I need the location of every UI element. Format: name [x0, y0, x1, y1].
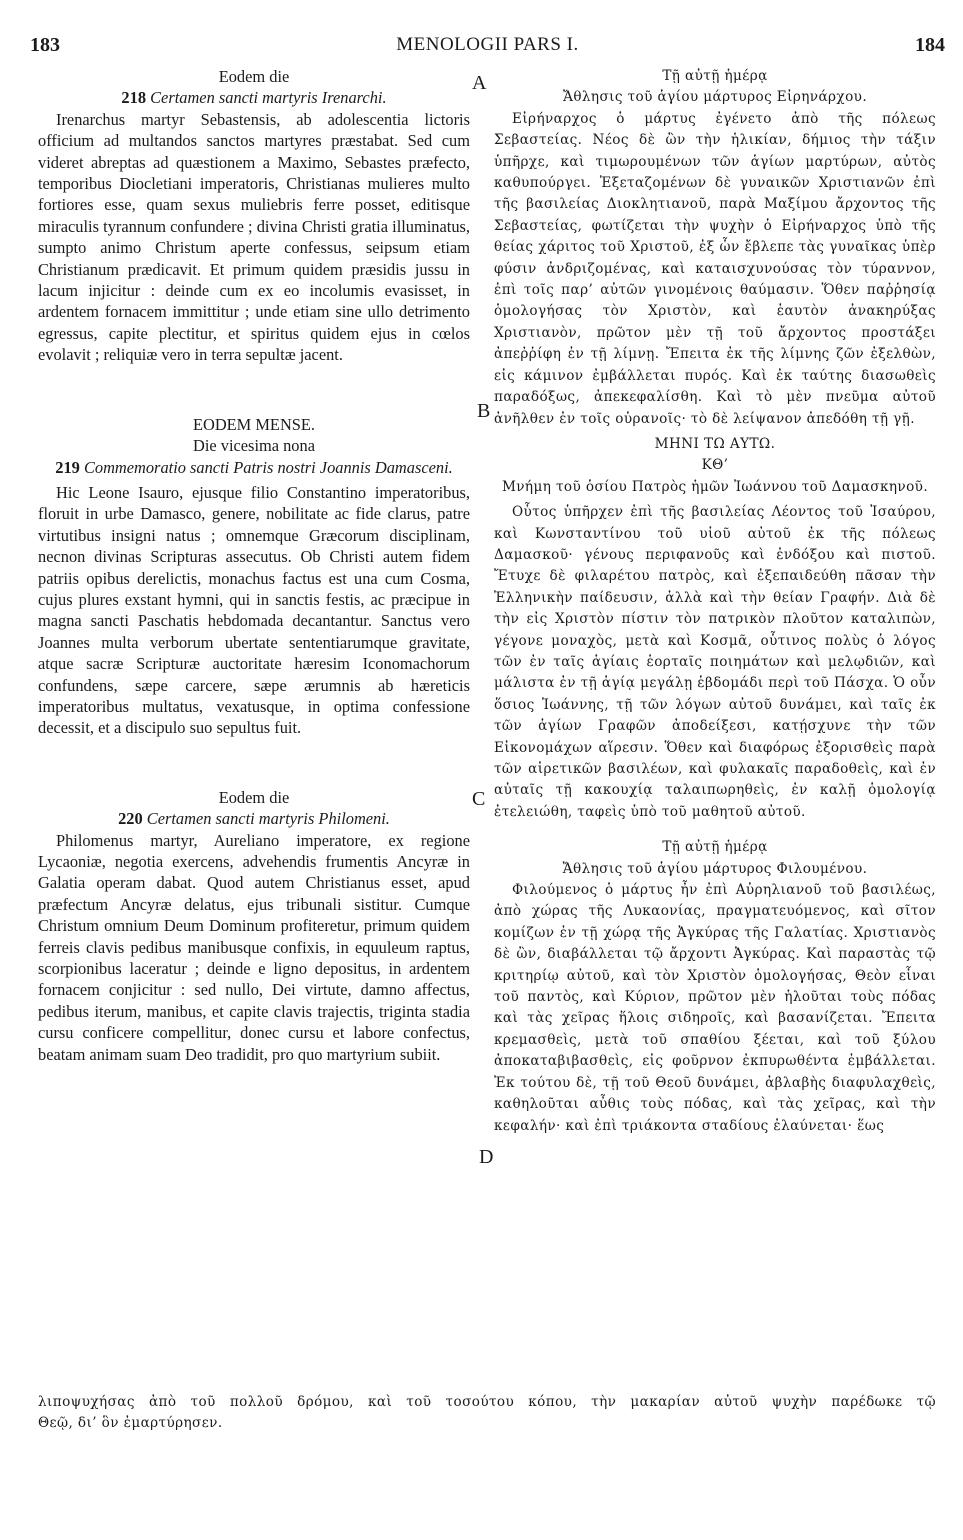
latin-s1-title-text: Certamen sancti martyris Irenarchi.	[150, 88, 387, 108]
latin-s2-title-text: Commemoratio sancti Patris nostri Joannis Damasceni.	[83, 457, 453, 477]
greek-s1-text: Εἰρήναρχος ὁ μάρτυς ἐγένετο ἀπὸ τῆς πόλεως Σεβαστείας. Νέος δὲ ὢν τὴν ἡλικίαν, δήμιος τὴν τάξιν ὑπῆρχε, καὶ τιμωρουμένων τῶν ἁγίων μαρτύρων, αὐτὸς καθυπούργει. Ἐξεταζομένων δὲ γυναικῶν Χριστιανῶν ἐπὶ τῆς βασιλείας Διοκλητιανοῦ, παρὰ Μαξίμου ἄρχοντος τῆς Σεβαστείας, φωτίζεται τὴν ψυχὴν ὁ Εἰρήναρχος ὑπὸ τῆς θείας χάριτος τοῦ Χριστοῦ, ἐξ ὧν ἔβλεπε τὰς γυναῖκας ὑπὲρ φύσιν ἀνδριζομένας, καὶ καταισχυνούσας τὸν τύραννον, ἐπὶ τοῖς παρ’ αὐτῶν γινομένοις θαύμασιν. Ὅθεν παῤῥησίᾳ ὁμολογήσας τὸν Χριστὸν, καὶ ἑαυτὸν ἀνακηρύξας Χριστιανὸν, πρῶτον μὲν τῇ τοῦ ἄρχοντος προστάξει ἀπεῤῥίφη ἐν τῇ λίμνῃ. Ἔπειτα ἐκ τῆς λίμνης ζῶν ἐξελθὼν, εἰς κάμινον ἐμβάλλεται πυρός. Καὶ ἐκ ταύτης διασωθεὶς παραδόξως, ἀπεκεφαλίσθη. Καὶ τὸ μὲν πνεῦμα αὐτοῦ ἀνῆλθεν ἐν τοῖς οὐρανοῖς· τὸ δὲ λείψανον ἀπεδόθη τῇ γῇ.	[494, 110, 936, 427]
latin-s3-heading: Eodem die	[218, 787, 290, 807]
greek-s2-text: Οὗτος ὑπῆρχεν ἐπὶ τῆς βασιλείας Λέοντος τοῦ Ἰσαύρου, καὶ Κωνσταντίνου τοῦ υἱοῦ αὐτοῦ ἐκ τῆς πόλεως Δαμασκοῦ· γένους περιφανοῦς καὶ ἐνδόξου καὶ πιστοῦ. Ἔτυχε δὲ φιλαρέτου πατρὸς, καὶ ἐξεπαιδεύθη πᾶσαν τὴν Ἑλληνικὴν παίδευσιν, ἀλλὰ καὶ τὴν θείαν Γραφήν. Διὰ δὲ τὴν εἰς Χριστὸν πίστιν τὸν πατρικὸν πλοῦτον καταλιπὼν, γέγονε μοναχὸς, μετὰ καὶ Κοσμᾶ, οὗτινος πολὺς ὁ λόγος τῶν ἐν ταῖς ἁγίαις ἑορταῖς ποιημάτων καὶ μελῳδιῶν, καὶ μάλιστα ἐν τῇ ἁγίᾳ μεγάλῃ ἑβδομάδι περὶ τοῦ Πάσχα. Ὁ οὖν ὅσιος Ἰωάννης, τῇ τῶν λόγων αὐτοῦ δυνάμει, καὶ ταῖς ἐκ τῶν ἁγίων Γραφῶν ἀποδείξεσι, κατῄσχυνε τὴν τῶν Εἰκονομάχων αἵρεσιν. Ὅθεν καὶ διαφόρως ἐξορισθεὶς παρὰ τῶν αἱρετικῶν βασιλέων, καὶ φυλακαῖς παραδοθεὶς, καὶ ἐν αὐταῖς τῇ κακουχίᾳ ταλαιπωρηθεὶς, ἐν καλῇ ὁμολογίᾳ ἐτελειώθη, ταφεὶς ὑπὸ τοῦ μαθητοῦ αὐτοῦ.	[494, 504, 936, 820]
latin-s2-text: Hic Leone Isauro, ejusque filio Constantino imperatoribus, floruit in urbe Damasco, genere, nobilitate ac fide clarus, patre virtutibus insigni natus ; omnemque Græcorum disciplinam, necnon divinas Scripturas assecutus. Ob Christi autem fidem patriis opibus derelictis, monachus factus est una cum Cosma, cujus plures exstant hymni, qui in sanctis festis, ac præcipue in magna sancti Paschatis hebdomada decantantur. Sanctus vero Joannes multa verborum ubertate sententiarumque gravitate, atque sacræ Scripturæ auctoritate hæresim Iconomachorum confundens, sæpe carcere, sæpe ærumnis ab hæreticis imperatoribus multatus, vexatusque, in optima confessione decessit, et a discipulo suo sepultus fuit.	[38, 482, 470, 738]
greek-month-heading: ΜΗΝΙ ΤΩ ΑΥΤΩ.	[654, 435, 776, 452]
latin-s2-title	[38, 457, 470, 478]
latin-s3-title-text: Certamen sancti martyris Philomeni.	[146, 809, 390, 829]
margin-letter-b: B	[477, 400, 491, 422]
latin-s1-heading: Eodem die	[218, 67, 290, 86]
latin-s2-number: 219	[55, 457, 80, 477]
latin-s1-text: Irenarchus martyr Sebastensis, ab adolescentia lictoris officium ad multandos sanctos martyres præstabat. Sed cum videret abreptas ad quæstionem a Maximo, Sebastes præfecto, temporibus Diocletiani imperatoris, Christianas mulieres multo fortiores esse, quam sexus muliebris ferre posset, editisque miraculis tyrannum confundere ; divina Christi gratia illuminatus, sumpto animo Christum aperte confessus, seipsum etiam Christianum prædicavit. Et primum quidem præsidis jussu in lacum injicitur : deinde cum ex eo incolumis evasisset, in ardentem fornacem immittitur ; unde etiam sine ullo detrimento egressus, capite plectitur, et spiritus quidem ejus in cœlos evolavit ; reliquiæ vero in terra sepultæ jacent.	[38, 109, 470, 365]
page-number-left: 183	[30, 34, 60, 56]
greek-s3-title: Ἄθλησις τοῦ ἁγίου μάρτυρος Φιλουμένου.	[562, 860, 868, 877]
greek-day-heading: ΚΘ’	[701, 457, 729, 474]
latin-s1-title	[38, 87, 470, 108]
greek-s2-title: Μνήμη τοῦ ὁσίου Πατρὸς ἡμῶν Ἰωάννου τοῦ Δαμασκηνοῦ.	[501, 478, 929, 495]
greek-s1-heading: Τῇ αὐτῇ ἡμέρᾳ	[662, 68, 768, 84]
latin-s3-title	[38, 808, 470, 829]
greek-full-width-line-2: Θεῷ, δι’ ὃν ἐμαρτύρησεν.	[38, 1415, 223, 1431]
greek-s3-text: Φιλούμενος ὁ μάρτυς ἦν ἐπὶ Αὐρηλιανοῦ τοῦ βασιλέως, ἀπὸ χώρας τῆς Λυκαονίας, πραγματευόμενος, καὶ σῖτον κομίζων ἐν τῇ χώρᾳ τῆς Ἀγκύρας τῆς Γαλατίας. Χριστιανὸς δὲ ὢν, διαβάλλεται τῷ ἄρχοντι Ἀγκύρας. Καὶ παραστὰς τῷ κριτηρίῳ αὐτοῦ, καὶ τὸν Χριστὸν ὁμολογήσας, Θεὸν εἶναι τοῦ παντὸς, καὶ Κύριον, πρῶτον μὲν ἡλοῦται τοὺς πόδας καὶ τὰς χεῖρας ἥλοις σιδηροῖς, καὶ βασανίζεται. Ἔπειτα κρεμασθεὶς, μετὰ τοῦ σπαθίου ξέεται, καὶ τοῦ ξύλου ἀποκαταβιβασθεὶς, εἰς φοῦρνον ἐκπυρωθέντα ἐμβάλλεται. Ἐκ τούτου δὲ, τῇ τοῦ Θεοῦ δυνάμει, ἀβλαβὴς διαφυλαχθεὶς, καθηλοῦται αὖθις τοὺς πόδας, καὶ τὰς χεῖρας, καὶ τὴν κεφαλήν· καὶ ἐπὶ τριάκοντα σταδίους ἐλαύνεται· ἕως	[494, 882, 936, 1134]
greek-column	[494, 66, 936, 1137]
greek-s1-title: Ἄθλησις τοῦ ἁγίου μάρτυρος Εἰρηνάρχου.	[562, 89, 868, 106]
latin-s3-number: 220	[118, 809, 143, 829]
latin-day-heading: Die vicesima nona	[193, 436, 315, 456]
latin-month-heading: EODEM MENSE.	[192, 414, 316, 434]
margin-letter-d: D	[479, 1146, 494, 1168]
running-title: MENOLOGII PARS I.	[396, 34, 579, 55]
greek-full-width-line-1: λιποψυχήσας ἀπὸ τοῦ πολλοῦ δρόμου, καὶ τοῦ τοσούτου κόπου, τὴν μακαρίαν αὐτοῦ ψυχὴν παρέδωκε τῷ	[38, 1394, 936, 1410]
page-number-right: 184	[915, 34, 945, 56]
latin-column	[38, 66, 470, 1065]
margin-letter-c: C	[472, 788, 486, 810]
running-head	[30, 34, 945, 58]
greek-s3-heading: Τῇ αὐτῇ ἡμέρᾳ	[662, 839, 768, 856]
latin-s3-text: Philomenus martyr, Aureliano imperatore, ex regione Lycaoniæ, negotia exercens, advehendis frumentis Ancyræ in Galatia operam dabat. Quod autem Christianus esset, apud præfectum Ancyræ delatus, ejus tribunali sistitur. Cumque Christum omnium Deum Dominum profiteretur, primum quidem ferreis clavis pedibus manibusque confixis, in equuleum raptus, scorpionibus laceratur ; deinde e ligno depositus, in ardentem fornacem conjicitur : sed nullo, Dei virtute, damno affectus, pedibus iterum, manibus, et capite clavis trajectis, triginta stadia cursu conficere compellitur, donec cursu et labore confectus, beatam animam suam Deo tradidit, pro quo martyrium subiit.	[38, 830, 470, 1064]
latin-s1-number: 218	[121, 88, 147, 108]
margin-letter-a: A	[472, 72, 487, 94]
